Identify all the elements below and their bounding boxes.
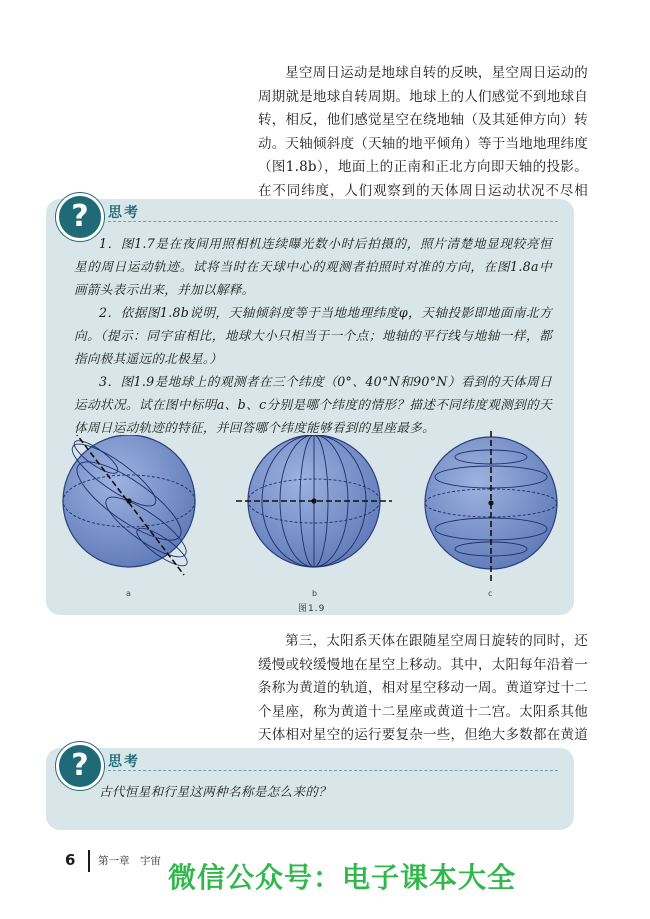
chapter-label: 第一章 宇宙 <box>98 855 161 867</box>
think-title: 思考 <box>108 754 140 770</box>
second-paragraph: 第三，太阳系天体在跟随星空周日旋转的同时，还缓慢或较缓慢地在星空上移动。其中，太阳每年沿着一条称为黄道的轨道，相对星空移动一周。黄道穿过十二个星座，称为黄道十二星座或黄道十二宫。太阳系其他天体相对星空的运行要复杂一些，但绝大多数都在黄道 <box>258 633 588 743</box>
sphere-b <box>234 435 394 585</box>
question-ancient-names: 古代恒星和行星这两种名称是怎么来的？ <box>99 784 332 799</box>
title-divider <box>108 221 558 222</box>
figure-caption: 图1.9 <box>298 604 326 614</box>
think-box-1 <box>46 199 574 615</box>
page-number: 6 <box>65 851 76 869</box>
intro-paragraph: 星空周日运动是地球自转的反映，星空周日运动的周期就是地球自转周期。地球上的人们感觉不到地球自转，相反，他们感觉星空在绕地轴（及其延伸方向）转动。天轴倾斜度（天轴的地平倾角）等于当地地理纬度（图1.8b），地面上的正南和正北方向即天轴的投影。在不同纬度，人们观察到的天体周日运动状况不尽相 <box>258 65 588 199</box>
label-b: b <box>312 589 318 598</box>
label-c: c <box>488 589 493 598</box>
label-a: a <box>126 589 131 598</box>
footer-divider <box>88 850 90 872</box>
think-title: 思考 <box>108 205 140 221</box>
sphere-a <box>54 435 214 585</box>
question-2: 2．依据图1.8b说明，天轴倾斜度等于当地地理纬度φ，天轴投影即地面南北方向。（提示：同宇宙相比，地球大小只相当于一个点；地轴的平行线与地轴一样，都指向极其遥远的北极星。） <box>74 305 552 367</box>
question-1: 1．图1.7是在夜间用照相机连续曝光数小时后拍摄的，照片清楚地显现较亮恒星的周日运动轨迹。试将当时在天球中心的观测者拍照时对准的方向，在图1.8a中画箭头表示出来，并加以解释。 <box>74 236 552 298</box>
think-box-2 <box>46 748 574 830</box>
watermark: 微信公众号：电子课本大全 <box>168 861 517 894</box>
question-icon: ? <box>56 193 104 241</box>
question-3: 3．图1.9是地球上的观测者在三个纬度（0°、40°N和90°N）看到的天体周日运动状况。试在图中标明a、b、c分别是哪个纬度的情形？描述不同纬度观测到的天体周日运动轨迹的特征，并回答哪个纬度能够看到的星座最多。 <box>74 374 552 436</box>
question-icon: ? <box>56 742 104 790</box>
sphere-c <box>416 431 566 587</box>
title-divider <box>108 770 558 771</box>
